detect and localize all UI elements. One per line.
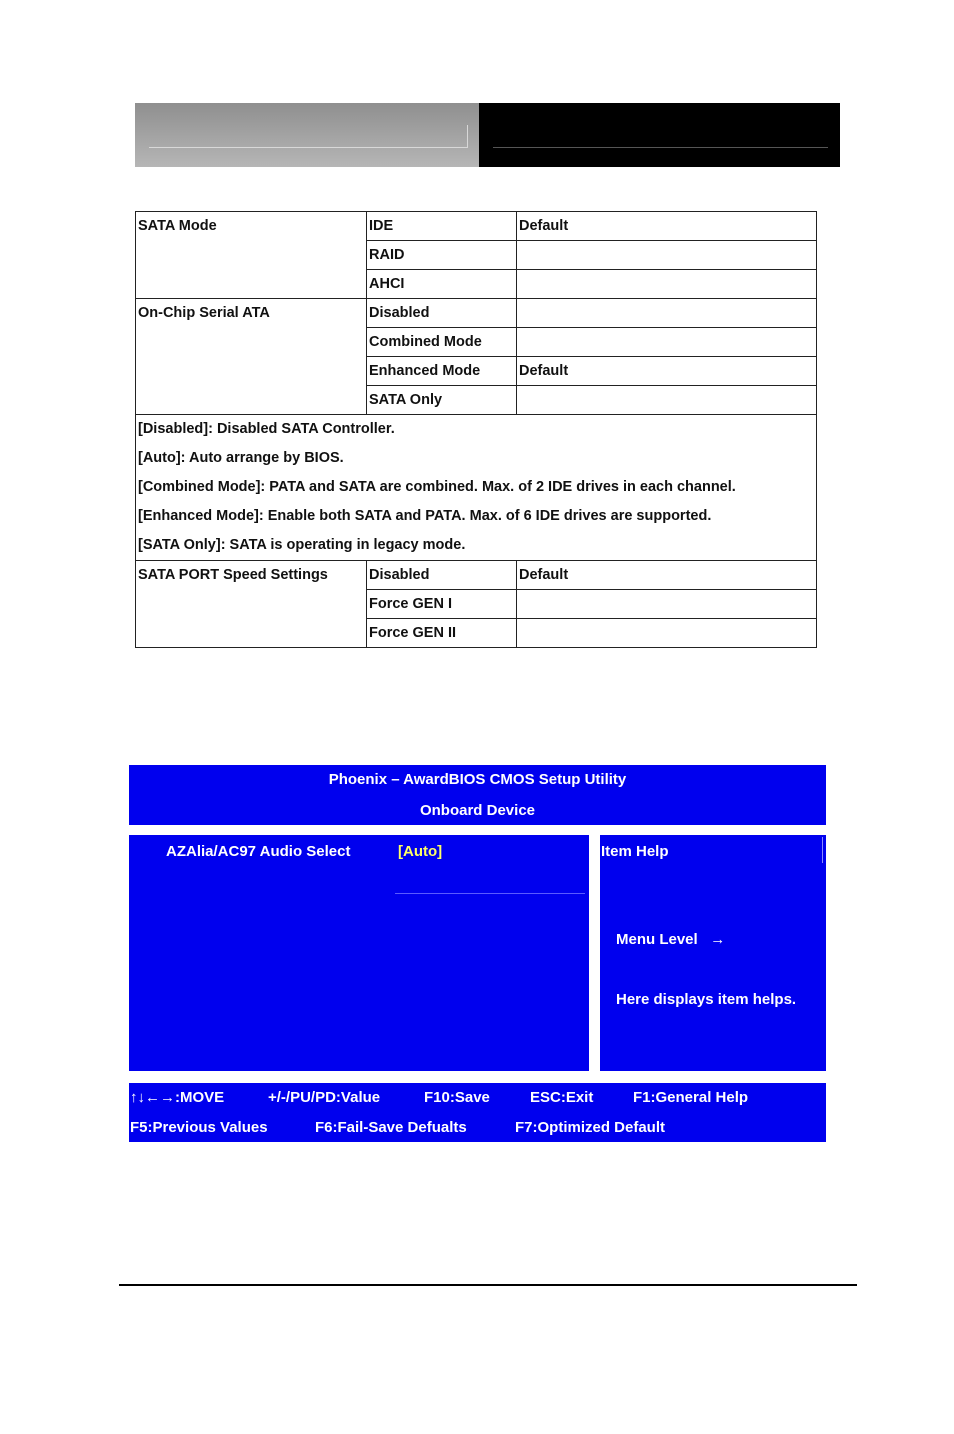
help-text: Here displays item helps. <box>616 991 797 1008</box>
option-value: Disabled <box>367 299 517 328</box>
option-default <box>517 328 817 357</box>
option-default <box>517 619 817 648</box>
option-value: Combined Mode <box>367 328 517 357</box>
option-default: Default <box>517 212 817 241</box>
key-optimized-default: F7:Optimized Default <box>515 1119 666 1136</box>
option-value: Disabled <box>367 561 517 590</box>
option-default: Default <box>517 357 817 386</box>
page-footer-rule <box>119 1284 857 1286</box>
table-row-description <box>136 415 817 561</box>
option-default <box>517 241 817 270</box>
table-row <box>136 212 817 241</box>
header-banner-right <box>479 103 840 167</box>
description-line: [Auto]: Auto arrange by BIOS. <box>138 450 344 466</box>
key-previous-values: F5:Previous Values <box>130 1119 268 1136</box>
bios-settings-panel <box>129 835 589 1071</box>
banner-divider <box>467 125 468 147</box>
option-value: IDE <box>367 212 517 241</box>
setting-label-audio-select: AZAlia/AC97 Audio Select <box>166 843 351 860</box>
description-cell <box>136 415 817 561</box>
table-row <box>136 299 817 328</box>
bios-title: Phoenix – AwardBIOS CMOS Setup Utility <box>328 771 627 788</box>
option-value: SATA Only <box>367 386 517 415</box>
option-value: Force GEN II <box>367 619 517 648</box>
option-default: Default <box>517 561 817 590</box>
description-line: [Disabled]: Disabled SATA Controller. <box>138 421 395 437</box>
option-default <box>517 590 817 619</box>
bios-key-legend <box>129 1083 826 1142</box>
setting-name: SATA Mode <box>136 212 367 299</box>
key-value: +/-/PU/PD:Value <box>268 1089 381 1106</box>
banner-rule-right <box>493 147 828 148</box>
item-help-title: Item Help <box>601 843 669 860</box>
setting-value-audio-select[interactable]: [Auto] <box>398 843 443 860</box>
option-value: AHCI <box>367 270 517 299</box>
key-move: ↑↓←→:MOVE <box>130 1089 225 1106</box>
bios-screen <box>129 765 826 1142</box>
option-value: Enhanced Mode <box>367 357 517 386</box>
table-row <box>136 561 817 590</box>
option-default <box>517 270 817 299</box>
option-value: Force GEN I <box>367 590 517 619</box>
option-value: RAID <box>367 241 517 270</box>
bios-subtitle: Onboard Device <box>419 802 536 819</box>
help-panel-divider <box>822 837 823 863</box>
banner-rule-left <box>149 147 468 148</box>
key-exit: ESC:Exit <box>530 1089 594 1106</box>
value-underline <box>395 893 585 894</box>
bios-help-panel <box>600 835 826 1071</box>
description-line: [Enhanced Mode]: Enable both SATA and PATA. Max. of 6 IDE drives are supported. <box>138 508 712 524</box>
options-table <box>135 211 817 648</box>
setting-name: SATA PORT Speed Settings <box>136 561 367 648</box>
option-default <box>517 386 817 415</box>
header-banner-left <box>135 103 479 167</box>
bios-title-bar <box>129 765 826 825</box>
menu-level-text: Menu Level → <box>616 931 726 948</box>
setting-name: On-Chip Serial ATA <box>136 299 367 415</box>
description-line: [SATA Only]: SATA is operating in legacy mode. <box>138 537 466 553</box>
key-general-help: F1:General Help <box>633 1089 749 1106</box>
option-default <box>517 299 817 328</box>
description-line: [Combined Mode]: PATA and SATA are combined. Max. of 2 IDE drives in each channel. <box>138 479 736 495</box>
key-fail-save-defaults: F6:Fail-Save Defualts <box>315 1119 467 1136</box>
key-save: F10:Save <box>424 1089 490 1106</box>
